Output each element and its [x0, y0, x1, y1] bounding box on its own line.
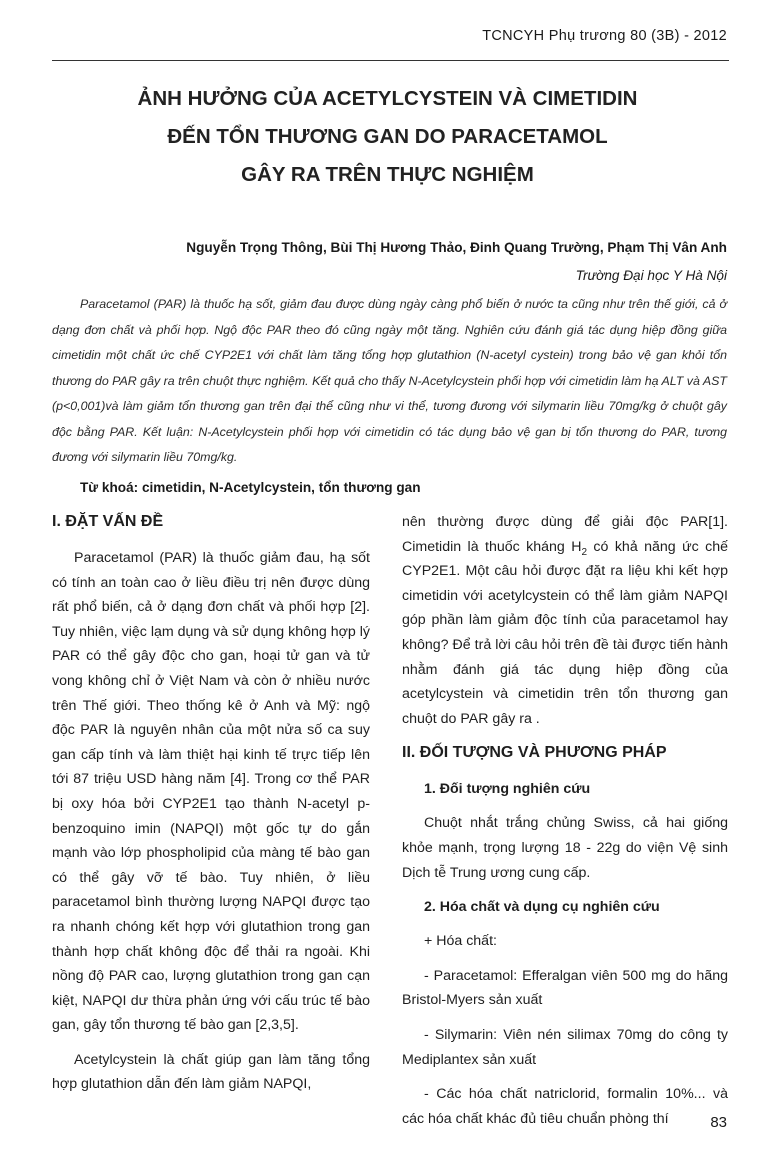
subsection-heading-chemicals: 2. Hóa chất và dụng cụ nghiên cứu	[424, 899, 660, 916]
abstract: Paracetamol (PAR) là thuốc hạ sốt, giảm đau được dùng ngày càng phổ biến ở nước ta cũng như trên thế giới, cả ở dạng đơn chất và phối hợp. Ngộ độc PAR theo đó cũng ngày một tăng. Nghiên cứu đánh giá tác dụng hiệp đồng giữa cimetidin một chất ức chế CYP2E1 với chất làm tăng tổng hợp glutathion (N-acetyl cystein) trong bảo vệ gan khỏi tổn thương do PAR gây ra trên chuột thực nghiệm. Kết quả cho thấy N-Acetylcystein phối hợp với cimetidin làm hạ ALT và AST (p<0,001)và làm giảm tổn thương gan trên đại thể cũng như vi thể, tương đương với silymarin liều 70mg/kg ở chuột gây độc bằng PAR. Kết luận: N-Acetylcystein phối hợp với cimetidin có tác dụng bảo vệ gan bị tổn thương do PAR, tương đương với silymarin liều 70mg/kg.	[52, 297, 727, 464]
section-heading-methods: II. ĐỐI TƯỢNG VÀ PHƯƠNG PHÁP	[402, 744, 667, 762]
running-header: TCNCYH Phụ trương 80 (3B) - 2012	[482, 28, 727, 44]
section-heading-intro: I. ĐẶT VẤN ĐỀ	[52, 513, 164, 530]
paragraph-text-b: có khả năng ức chế CYP2E1. Một câu hỏi được đặt ra liệu khi kết hợp cimetidin với acetylcystein có thể làm giảm NAPQI góp phần làm giảm độc tính của paracetamol hay không? Để trả lời câu hỏi trên đề tài được tiến hành nhằm đánh giá tác dụng hiệp đồng của acetylcystein và cimetidin trên tổn thương gan chuột do PAR gây ra .	[402, 538, 728, 727]
subscript-2: 2	[581, 546, 588, 558]
authors: Nguyễn Trọng Thông, Bùi Thị Hương Thảo, Đinh Quang Trường, Phạm Thị Vân Anh	[186, 240, 727, 255]
header-rule	[52, 60, 729, 61]
chemicals-label: + Hóa chất:	[424, 933, 497, 950]
keywords: Từ khoá: cimetidin, N-Acetylcystein, tổn thương gan	[80, 480, 421, 495]
title-line-2: ĐẾN TỔN THƯƠNG GAN DO PARACETAMOL	[167, 125, 608, 148]
intro-paragraph-2: Acetylcystein là chất giúp gan làm tăng tổng hợp glutathion dẫn đến làm giảm NAPQI,	[52, 1051, 370, 1093]
article-title	[40, 80, 735, 194]
page-number: 83	[710, 1114, 727, 1131]
title-line-1: ẢNH HƯỞNG CỦA ACETYLCYSTEIN VÀ CIMETIDIN	[137, 87, 638, 110]
chemical-item-1: - Paracetamol: Efferalgan viên 500 mg do hãng Bristol-Myers sản xuất	[402, 967, 728, 1009]
intro-paragraph-1: Paracetamol (PAR) là thuốc giảm đau, hạ sốt có tính an toàn cao ở liều điều trị nên được dùng rất phổ biến, cả ở dạng đơn chất và phối hợp [2]. Tuy nhiên, việc lạm dụng và sử dụng không hợp lý PAR có thể gây độc cho gan, hoại tử gan và tử vong không chỉ ở Việt Nam và còn ở nhiều nước trên Thế giới. Theo thống kê ở Anh và Mỹ: ngộ độc PAR là nguyên nhân của một nửa số ca suy gan cấp tính và làm thiệt hại kinh tế trực tiếp lên tới 87 triệu USD hàng năm [4]. Trong cơ thể PAR bị oxy hóa bởi CYP2E1 tạo thành N-acetyl p-benzoquino imin (NAPQI) một gốc tự do gắn mạnh vào lớp phospholipid của màng tế bào gan có thể gây vỡ tế bào. Tuy nhiên, ở liều paracetamol bình thường lượng NAPQI được tạo ra nhanh chóng kết hợp với glutathion trong gan thành hợp chất không độc để thải ra ngoài. Khi nồng độ PAR cao, lượng glutathion trong gan cạn kiệt, NAPQI dư thừa phản ứng với cấu trúc tế bào gan, gây tổn thương tế bào gan [2,3,5].	[52, 550, 370, 1034]
chemical-item-2: - Silymarin: Viên nén silimax 70mg do công ty Mediplantex sản xuất	[402, 1026, 728, 1068]
intro-paragraph-2-continued	[402, 510, 728, 731]
affiliation: Trường Đại học Y Hà Nội	[575, 268, 727, 283]
title-line-3: GÂY RA TRÊN THỰC NGHIỆM	[241, 163, 534, 186]
subjects-paragraph: Chuột nhắt trắng chủng Swiss, cả hai giống khỏe mạnh, trọng lượng 18 - 22g do viện Vệ sinh Dịch tễ Trung ương cung cấp.	[402, 815, 728, 881]
subsection-heading-subjects: 1. Đối tượng nghiên cứu	[424, 781, 591, 798]
chemical-item-3: - Các hóa chất natriclorid, formalin 10%... và các hóa chất khác đủ tiêu chuẩn phòng thí	[402, 1086, 728, 1127]
left-column	[52, 510, 370, 1107]
right-column	[402, 510, 728, 1141]
paragraph-text-a: nên thường được dùng để giải độc PAR[1]. Cimetidin là thuốc kháng H	[402, 514, 728, 555]
